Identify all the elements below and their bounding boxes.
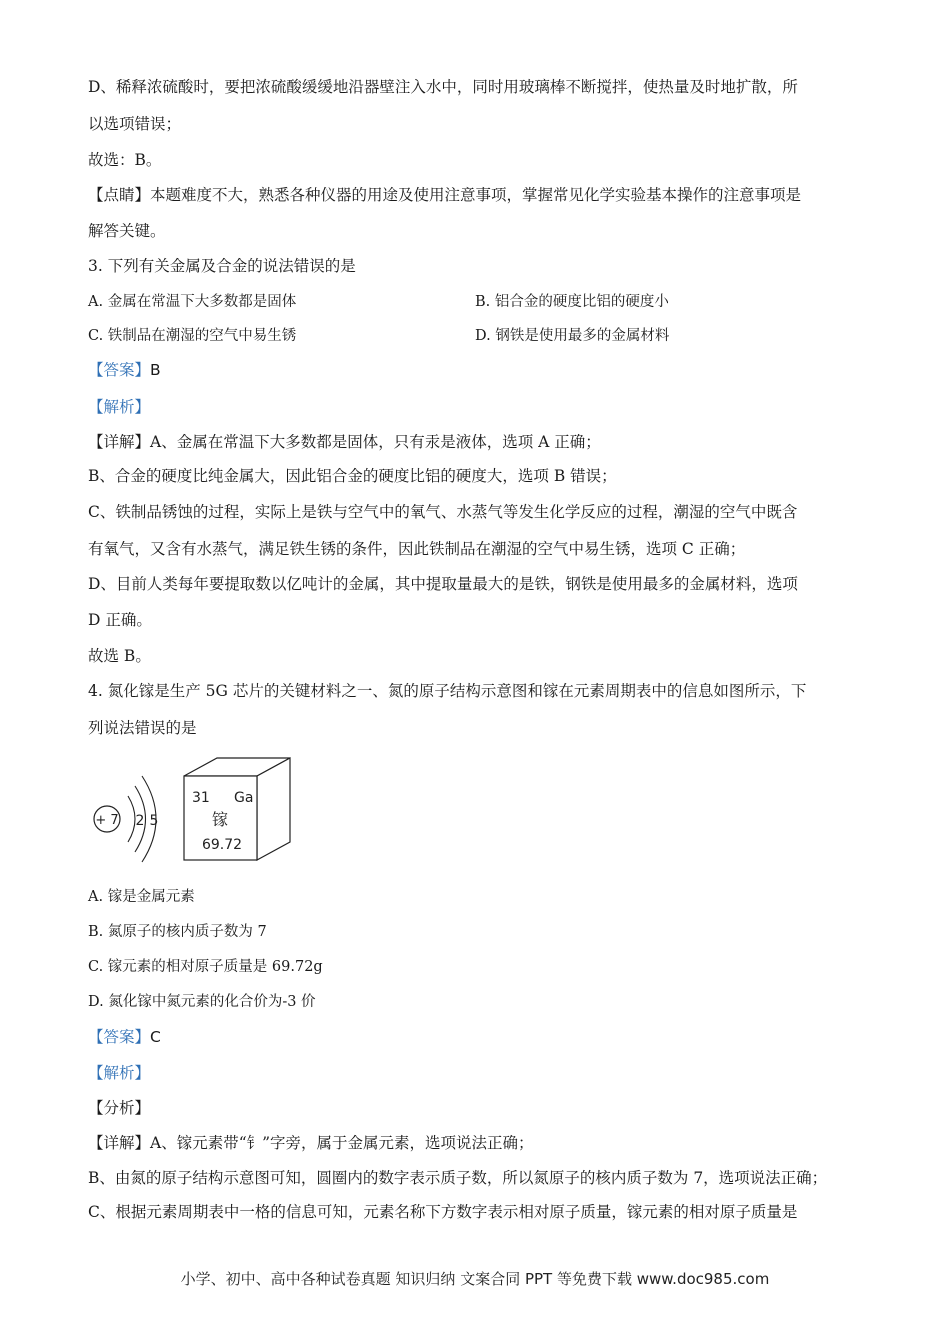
electron-shell-1-arc xyxy=(128,796,135,842)
nitrogen-atom-diagram xyxy=(94,776,158,862)
detail-tag: 【详解】 xyxy=(88,433,151,451)
shell1-electrons: 2 xyxy=(135,813,145,829)
q3-option-d: D. 钢铁是使用最多的金属材料 xyxy=(475,328,670,344)
q3-answer xyxy=(88,360,161,380)
q4-figure xyxy=(90,756,310,868)
q3-option-c: C. 铁制品在潮湿的空气中易生锈 xyxy=(88,328,297,344)
q3-detail-b: B、合金的硬度比纯金属大，因此铝合金的硬度比铝的硬度大，选项 B 错误； xyxy=(88,467,617,485)
detail-text: A、金属在常温下大多数都是固体，只有汞是液体，选项 A 正确； xyxy=(150,433,601,451)
q4-stem-line1: 4. 氮化镓是生产 5G 芯片的关键材料之一、氮的原子结构示意图和镓在元素周期表中的信息如图所示，下 xyxy=(88,682,807,700)
q4-analysis-tag: 【解析】 xyxy=(88,1064,151,1082)
atomic-number: 31 xyxy=(192,790,210,806)
atomic-mass: 69.72 xyxy=(201,837,243,853)
detail-tag: 【详解】 xyxy=(88,1134,151,1152)
q3-stem: 3. 下列有关金属及合金的说法错误的是 xyxy=(88,257,356,275)
q3-analysis-tag: 【解析】 xyxy=(88,398,151,416)
q4-detail-b: B、由氮的原子结构示意图可知，圆圈内的数字表示质子数，所以氮原子的核内质子数为 7，选项说法正确； xyxy=(88,1169,828,1187)
answer-tag: 【答案】 xyxy=(88,1028,151,1046)
detail-text: A、镓元素带“钅”字旁，属于金属元素，选项说法正确； xyxy=(150,1134,534,1152)
q3-detail-d1: D、目前人类每年要提取数以亿吨计的金属，其中提取量最大的是铁，钢铁是使用最多的金属材料，选项 xyxy=(88,575,798,593)
q4-option-a: A. 镓是金属元素 xyxy=(88,889,195,905)
comment-tag: 【点睛】 xyxy=(88,186,151,204)
q4-answer xyxy=(88,1027,161,1047)
q3-choice: 故选 B。 xyxy=(88,647,151,665)
q3-detail-d2: D 正确。 xyxy=(88,611,152,629)
q2-choice: 故选：B。 xyxy=(88,151,162,169)
q4-option-b: B. 氮原子的核内质子数为 7 xyxy=(88,924,267,940)
cube-side xyxy=(257,758,290,860)
q3-detail-c1: C、铁制品锈蚀的过程，实际上是铁与空气中的氧气、水蒸气等发生化学反应的过程，潮湿的空气中既含 xyxy=(88,503,798,521)
q3-detail-a xyxy=(88,432,601,452)
comment-text: 本题难度不大，熟悉各种仪器的用途及使用注意事项，掌握常见化学实验基本操作的注意事项是 xyxy=(150,186,802,204)
q2-option-d-line2: 以选项错误； xyxy=(88,115,182,133)
q4-stem-line2: 列说法错误的是 xyxy=(88,719,197,737)
q4-option-c: C. 镓元素的相对原子质量是 69.72g xyxy=(88,959,323,975)
answer-tag: 【答案】 xyxy=(88,361,151,379)
q2-comment-line1 xyxy=(88,185,801,205)
shell2-electrons: 5 xyxy=(149,813,159,829)
nucleus-charge: + 7 xyxy=(95,813,119,828)
answer-value: B xyxy=(150,361,161,379)
answer-value: C xyxy=(150,1028,161,1046)
q3-option-b: B. 铝合金的硬度比铝的硬度小 xyxy=(475,294,669,310)
element-symbol: Ga xyxy=(234,790,254,806)
q4-detail-c: C、根据元素周期表中一格的信息可知，元素名称下方数字表示相对原子质量，镓元素的相对原子质量是 xyxy=(88,1203,798,1221)
page-footer: 小学、初中、高中各种试卷真题 知识归纳 文案合同 PPT 等免费下载 www.doc985.com xyxy=(180,1270,770,1288)
q4-option-d: D. 氮化镓中氮元素的化合价为-3 价 xyxy=(88,994,316,1010)
q2-comment-line2: 解答关键。 xyxy=(88,222,166,240)
q3-option-a: A. 金属在常温下大多数都是固体 xyxy=(88,294,297,310)
q3-detail-c2: 有氧气，又含有水蒸气，满足铁生锈的条件，因此铁制品在潮湿的空气中易生锈，选项 C 正确； xyxy=(88,540,746,558)
element-name: 镓 xyxy=(211,810,229,829)
q4-detail-a xyxy=(88,1133,534,1153)
q4-fenxi-tag: 【分析】 xyxy=(88,1099,151,1117)
gallium-element-cell xyxy=(184,758,290,860)
q2-option-d-line1: D、稀释浓硫酸时，要把浓硫酸缓缓地沿器壁注入水中，同时用玻璃棒不断搅拌，使热量及时地扩散，所 xyxy=(88,78,798,96)
